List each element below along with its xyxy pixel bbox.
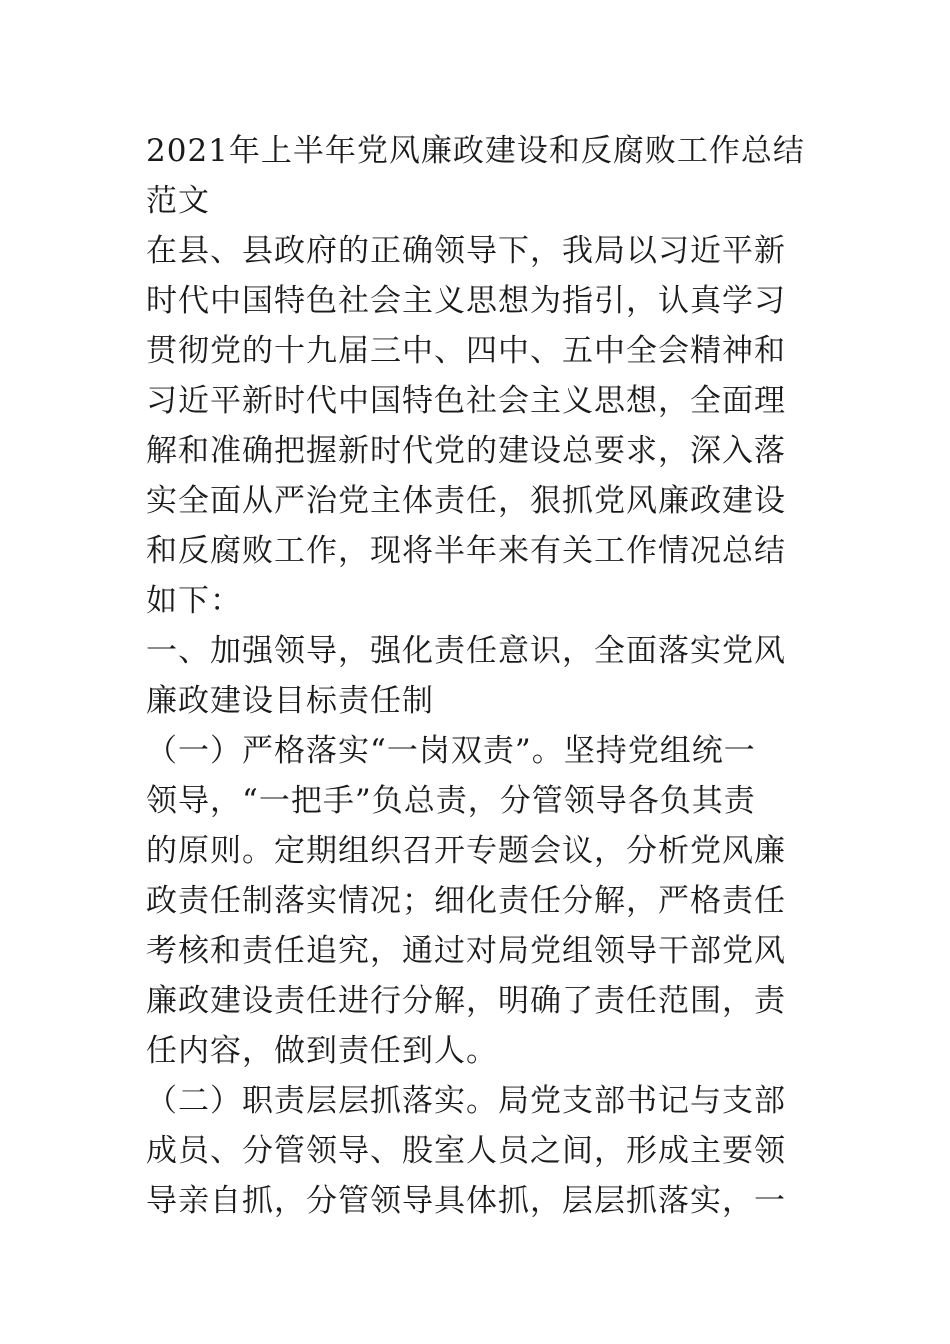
text-line: （一）严格落实“一岗双责”。坚持党组统一	[146, 733, 756, 769]
text-line: 解和准确把握新时代党的建设总要求，深入落	[146, 433, 786, 469]
text-line: 实全面从严治党主体责任，狠抓党风廉政建设	[146, 483, 786, 519]
text-line: 的原则。定期组织召开专题会议，分析党风廉	[146, 833, 786, 869]
title-line: 范文	[146, 183, 210, 219]
item-paragraph-2	[146, 1076, 806, 1226]
heading-line: 一、加强领导，强化责任意识，全面落实党风	[146, 633, 786, 669]
text-line: 如下：	[146, 583, 242, 619]
text-line: 在县、县政府的正确领导下，我局以习近平新	[146, 233, 786, 269]
document-title	[146, 126, 806, 226]
text-line: 和反腐败工作，现将半年来有关工作情况总结	[146, 533, 786, 569]
document-body	[146, 126, 806, 1226]
text-line: 廉政建设责任进行分解，明确了责任范围，责	[146, 983, 786, 1019]
item-paragraph-1	[146, 726, 806, 1076]
text-line: 习近平新时代中国特色社会主义思想，全面理	[146, 383, 786, 419]
section-heading	[146, 626, 806, 726]
text-line: 导亲自抓，分管领导具体抓，层层抓落实，一	[146, 1183, 786, 1219]
text-line: 考核和责任追究，通过对局党组领导干部党风	[146, 933, 786, 969]
intro-paragraph	[146, 226, 806, 626]
text-line: 政责任制落实情况；细化责任分解，严格责任	[146, 883, 786, 919]
text-line: 任内容，做到责任到人。	[146, 1033, 498, 1069]
title-line: 2021年上半年党风廉政建设和反腐败工作总结	[146, 133, 805, 169]
text-line: （二）职责层层抓落实。局党支部书记与支部	[146, 1083, 786, 1119]
text-line: 时代中国特色社会主义思想为指引，认真学习	[146, 283, 786, 319]
text-line: 贯彻党的十九届三中、四中、五中全会精神和	[146, 333, 786, 369]
text-line: 成员、分管领导、股室人员之间，形成主要领	[146, 1133, 786, 1169]
heading-line: 廉政建设目标责任制	[146, 683, 434, 719]
text-line: 领导，“一把手”负总责，分管领导各负其责	[146, 783, 756, 819]
